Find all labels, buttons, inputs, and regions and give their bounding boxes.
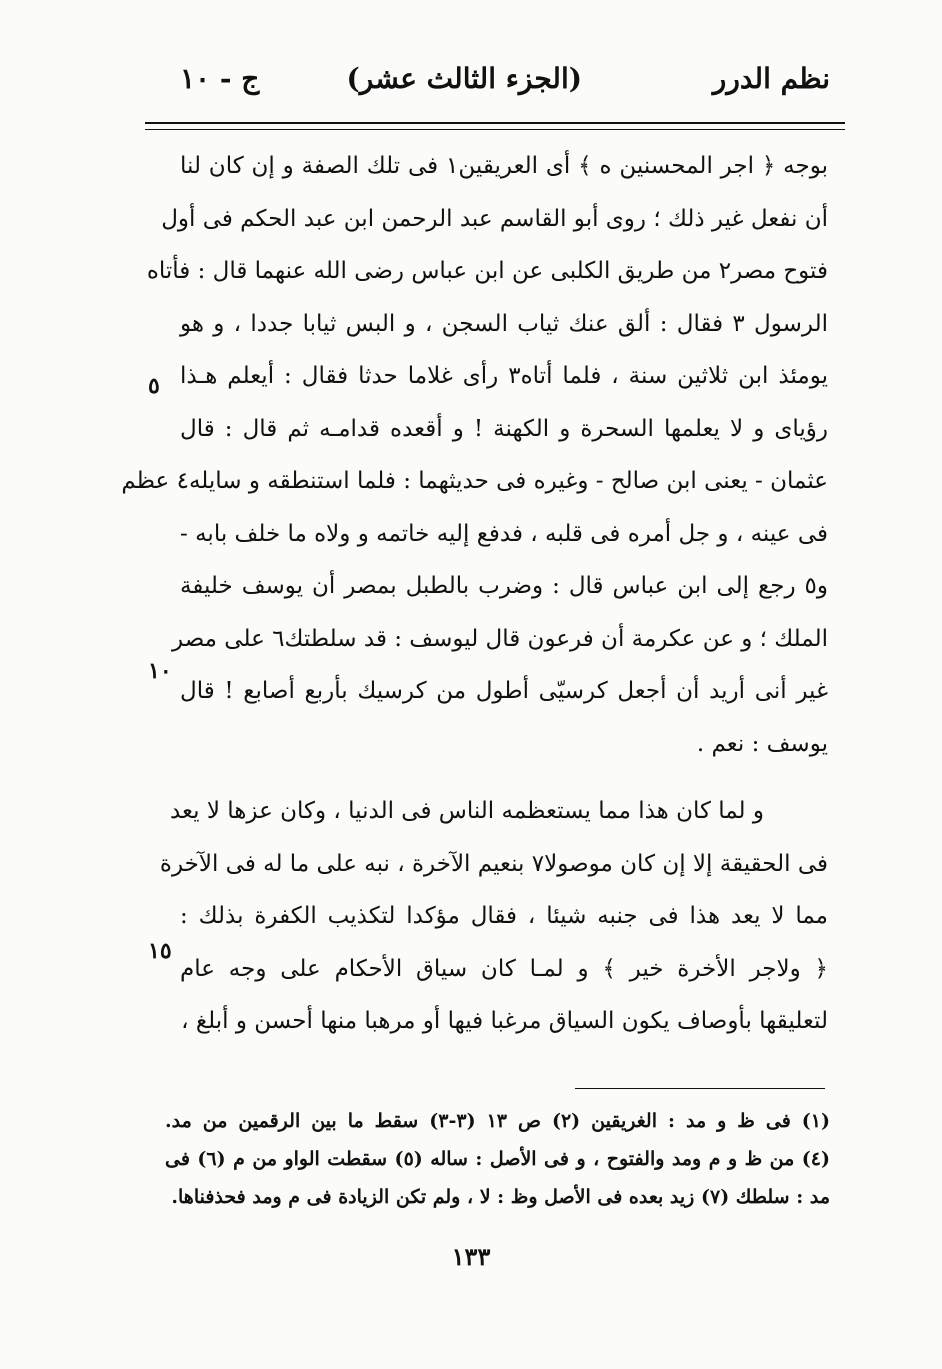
line-number: ٥: [148, 373, 160, 399]
paragraph-start-line: و لما كان هذا مما يستعظمه الناس فى الدنيا ، وكان عزها لا يعد: [169, 798, 764, 824]
header-rule-thick: [145, 122, 845, 124]
text-line: مما لا يعد هذا فى جنبه شيئا ، فقال مؤكدا لتكذيب الكفرة بذلك :: [180, 903, 828, 929]
text-line: بوجه ﴿ اجر المحسنين ه ﴾ أى العريقين١ فى تلك الصفة و إن كان لنا: [180, 153, 828, 179]
text-line: عثمان - يعنى ابن صالح - وغيره فى حديثهما : فلما استنطقه و سايله٤ عظم: [121, 468, 828, 494]
text-line: فى الحقيقة إلا إن كان موصولا٧ بنعيم الآخرة ، نبه على ما له فى الآخرة: [159, 850, 828, 877]
footnote-separator: [575, 1088, 825, 1089]
page-number: ١٣٣: [451, 1242, 491, 1271]
header-rule-thin: [145, 129, 845, 130]
footnote-line: (١) فى ظ و مد : الغريقين (٢) ص ١٣ (٣-٣) سقط ما بين الرقمين من مد.: [165, 1110, 831, 1132]
text-line: رؤياى و لا يعلمها السحرة و الكهنة ! و أقعده قدامـه ثم قال : قال: [180, 415, 828, 442]
footnotes: [165, 1102, 830, 1216]
text-line: ﴿ ولاجر الأخرة خير ﴾ و لمـا كان سياق الأحكام على وجه عام: [180, 955, 828, 982]
text-line: فى عينه ، و جل أمره فى قلبه ، فدفع إليه خاتمه و ولاه ما خلف بابه -: [180, 520, 828, 547]
text-line: و٥ رجع إلى ابن عباس قال : وضرب بالطبل بمصر أن يوسف خليفة: [180, 573, 828, 599]
text-line: غير أنى أريد أن أجعل كرسيّى أطول من كرسيك بأربع أصابع ! قال: [180, 678, 828, 704]
text-line: الملك ؛ و عن عكرمة أن فرعون قال ليوسف : قد سلطتك٦ على مصر: [172, 625, 828, 652]
book-title: نظم الدرر: [712, 62, 830, 95]
footnote-line: (٤) من ظ و م ومد والفتوح ، و فى الأصل : ساله (٥) سقطت الواو من م (٦) فى: [165, 1148, 830, 1170]
text-line: يومئذ ابن ثلاثين سنة ، فلما أتاه٣ رأى غلاما حدثا فقال : أيعلم هـذا: [180, 363, 828, 389]
footnote-line: مد : سلطك (٧) زيد بعده فى الأصل وظ : لا ، ولم تكن الزيادة فى م ومد فحذفناها.: [171, 1186, 830, 1208]
text-line: أن نفعل غير ذلك ؛ روى أبو القاسم عبد الرحمن ابن عبد الحكم فى أول: [161, 205, 828, 232]
text-line: لتعليقها بأوصاف يكون السياق مرغبا فيها أو مرهبا منها أحسن و أبلغ ،: [181, 1008, 828, 1034]
running-header: [150, 62, 830, 112]
line-number: ١٥: [148, 938, 172, 964]
line-number: ١٠: [148, 658, 172, 684]
volume-number: ج - ١٠: [180, 62, 260, 95]
text-line: فتوح مصر٢ من طريق الكلبى عن ابن عباس رضى الله عنهما قال : فأتاه: [146, 258, 828, 284]
part-title: (الجزء الثالث عشر): [346, 62, 582, 95]
text-line: يوسف : نعم .: [696, 730, 828, 757]
text-line: الرسول ٣ فقال : ألق عنك ثياب السجن ، و البس ثيابا جددا ، و هو: [180, 310, 828, 337]
